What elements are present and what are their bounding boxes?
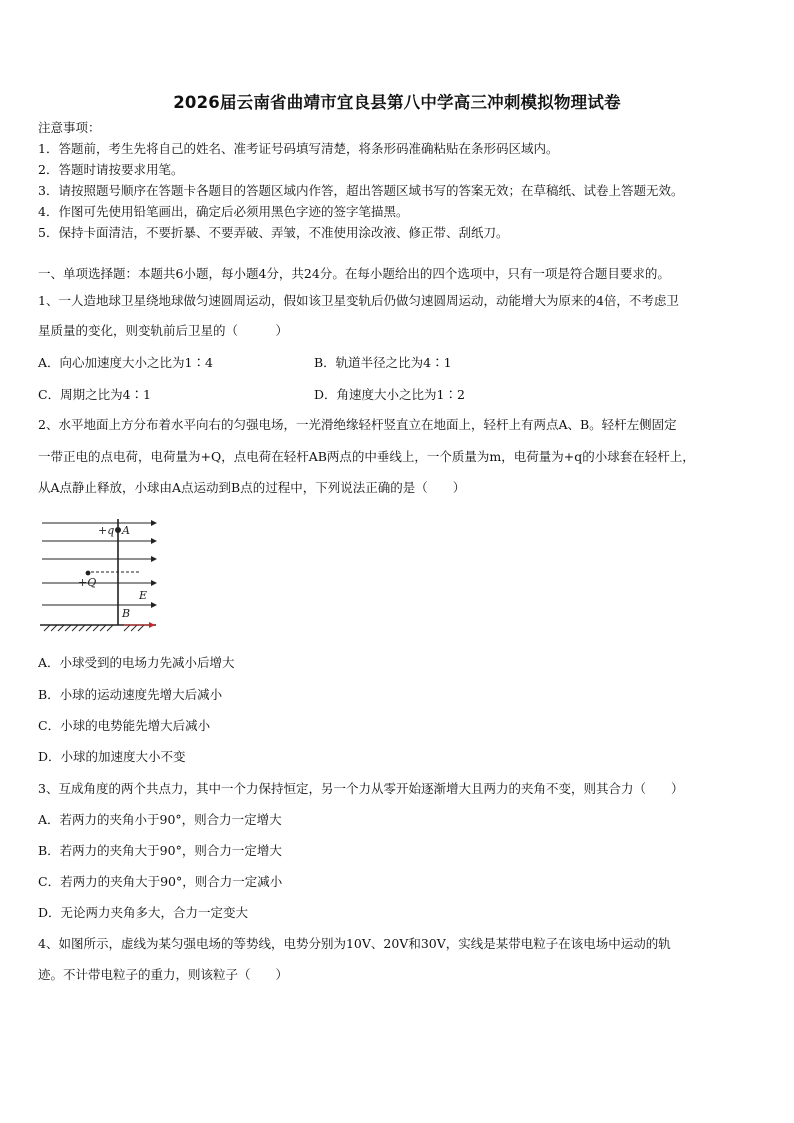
question-1-stem: 星质量的变化，则变轨前后卫星的（ ）	[38, 323, 289, 338]
exam-title: 2026届云南省曲靖市宜良县第八中学高三冲刺模拟物理试卷	[173, 93, 621, 112]
question-1-options-row	[38, 385, 738, 403]
notice-item: 2．答题时请按要求用笔。	[38, 162, 184, 177]
notice-heading: 注意事项：	[38, 120, 101, 135]
question-1-options-row	[38, 353, 738, 371]
electric-field-diagram	[40, 515, 170, 640]
point-charge-q	[86, 571, 91, 576]
ground-hatching	[44, 625, 144, 631]
question-3-stem: 3、互成角度的两个共点力，其中一个力保持恒定，另一个力从零开始逐渐增大且两力的夹角不变，则其合力（ ）	[38, 781, 684, 796]
question-4-stem: 迹。不计带电粒子的重力，则该粒子（ ）	[38, 967, 289, 982]
label-plus-q: +q	[98, 524, 115, 537]
question-2-option-d: D．小球的加速度大小不变	[38, 749, 186, 764]
question-1-option-d: D．角速度大小之比为1∶2	[314, 387, 465, 402]
question-4-stem: 4、如图所示，虚线为某匀强电场的等势线，电势分别为10V、20V和30V，实线是某带电粒子在该电场中运动的轨	[38, 936, 671, 951]
question-1-option-b: B．轨道半径之比为4∶1	[314, 355, 452, 370]
question-3-option-c: C．若两力的夹角大于90°，则合力一定减小	[38, 874, 283, 889]
question-2-stem: 一带正电的点电荷，电荷量为+Q，点电荷在轻杆AB两点的中垂线上，一个质量为m，电荷量为+q的小球套在轻杆上，	[38, 449, 695, 464]
label-e: E	[139, 589, 148, 602]
question-2-option-c: C．小球的电势能先增大后减小	[38, 718, 211, 733]
notice-item: 5．保持卡面清洁，不要折暴、不要弄破、弄皱，不准使用涂改液、修正带、刮纸刀。	[38, 225, 509, 240]
section-heading: 一、单项选择题：本题共6小题，每小题4分，共24分。在每小题给出的四个选项中，只有一项是符合题目要求的。	[38, 266, 670, 281]
notice-item: 4．作图可先使用铅笔画出，确定后必须用黑色字迹的签字笔描黑。	[38, 204, 409, 219]
label-a: A	[122, 524, 130, 537]
question-2-stem: 从A点静止释放，小球由A点运动到B点的过程中，下列说法正确的是（ ）	[38, 480, 466, 495]
electric-field-figure	[40, 515, 170, 640]
question-2-option-b: B．小球的运动速度先增大后减小	[38, 687, 223, 702]
question-3-option-a: A．若两力的夹角小于90°，则合力一定增大	[38, 812, 282, 827]
question-2-option-a: A．小球受到的电场力先减小后增大	[38, 655, 235, 670]
question-3-option-d: D．无论两力夹角多大，合力一定变大	[38, 905, 249, 920]
question-1-stem: 1、一人造地球卫星绕地球做匀速圆周运动，假如该卫星变轨后仍做匀速圆周运动，动能增大为原来的4倍，不考虑卫	[38, 293, 679, 308]
question-2-stem: 2、水平地面上方分布着水平向右的匀强电场，一光滑绝缘轻杆竖直立在地面上，轻杆上有两点A、B。轻杆左侧固定	[38, 417, 677, 432]
notice-item: 1．答题前，考生先将自己的姓名、准考证号码填写清楚，将条形码准确粘贴在条形码区域内。	[38, 141, 559, 156]
question-1-option-a: A．向心加速度大小之比为1∶4	[38, 355, 213, 370]
question-3-option-b: B．若两力的夹角大于90°，则合力一定增大	[38, 843, 282, 858]
ball-at-a	[115, 527, 121, 533]
notice-item: 3．请按照题号顺序在答题卡各题目的答题区域内作答，超出答题区域书写的答案无效；在草稿纸、试卷上答题无效。	[38, 183, 684, 198]
label-plus-big-q: +Q	[78, 576, 97, 589]
question-1-option-c: C．周期之比为4∶1	[38, 387, 151, 402]
label-b: B	[122, 607, 131, 620]
